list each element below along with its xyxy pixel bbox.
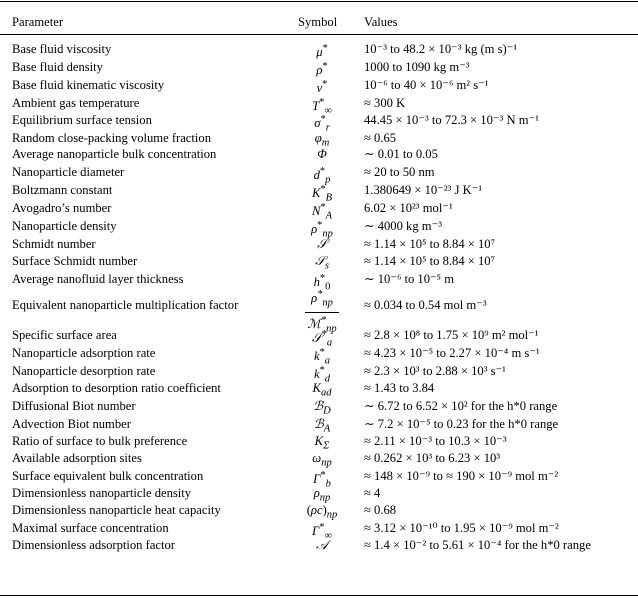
header-symbol: Symbol [298, 15, 338, 29]
param-name: Average nanoparticle bulk concentration [12, 147, 217, 161]
param-value: ≈ 4 [364, 486, 381, 500]
param-name: Average nanofluid layer thickness [12, 272, 184, 286]
param-value: 10⁻⁶ to 40 × 10⁻⁶ m² s⁻¹ [364, 78, 489, 92]
param-value: ≈ 0.034 to 0.54 mol m⁻³ [364, 298, 487, 312]
param-value: 44.45 × 10⁻³ to 72.3 × 10⁻³ N m⁻¹ [364, 113, 539, 127]
param-symbol: $K_\Sigma$ [314, 434, 330, 452]
param-value: ≈ 1.43 to 3.84 [364, 381, 435, 395]
fraction-bar [305, 312, 338, 313]
param-symbol: Φ [317, 147, 327, 161]
param-name: Available adsorption sites [12, 451, 142, 465]
param-symbol: $k^*_a$ [313, 347, 331, 367]
param-name: Equivalent nanoparticle multiplication factor [12, 298, 239, 312]
param-value: ≈ 0.68 [364, 503, 397, 517]
param-value: 1000 to 1090 kg m⁻³ [364, 60, 470, 74]
param-symbol: $K^*_B$ [311, 184, 333, 204]
param-name: Ratio of surface to bulk preference [12, 434, 188, 448]
param-value: ≈ 4.23 × 10⁻⁵ to 2.27 × 10⁻⁴ m s⁻¹ [364, 346, 540, 360]
param-value: ≈ 1.14 × 10⁵ to 8.84 × 10⁷ [364, 254, 495, 268]
param-value: ≈ 2.11 × 10⁻³ to 10.3 × 10⁻³ [364, 434, 507, 448]
param-value: ≈ 300 K [364, 96, 406, 110]
param-name: Adsorption to desorption ratio coefficient [12, 381, 221, 395]
param-name: Nanoparticle diameter [12, 165, 125, 179]
param-symbol: ℬ$_A$ [313, 417, 331, 435]
param-name: Base fluid viscosity [12, 42, 112, 56]
param-name: Avogadro’s number [12, 201, 112, 215]
param-symbol: ℬ$_D$ [313, 399, 331, 417]
param-symbol: $\Gamma^*_b$ [313, 470, 331, 490]
param-value: ∼ 6.72 to 6.52 × 10² for the h*0 range [364, 399, 558, 413]
param-value: ≈ 2.8 × 10⁸ to 1.75 × 10⁹ m² mol⁻¹ [364, 328, 539, 342]
param-value: ≈ 3.12 × 10⁻¹⁰ to 1.95 × 10⁻⁹ mol m⁻² [364, 521, 559, 535]
param-value: ≈ 1.4 × 10⁻² to 5.61 × 10⁻⁴ for the h*0 range [364, 538, 591, 552]
param-name: Base fluid kinematic viscosity [12, 78, 165, 92]
param-name: Diffusional Biot number [12, 399, 136, 413]
fraction-denominator: ℳ*$_{np}$ [307, 314, 337, 335]
param-symbol: $T^*_\infty$ [312, 97, 332, 117]
param-symbol: $h^*_0$ [313, 273, 331, 293]
param-symbol: $d^*_p$ [313, 166, 331, 186]
param-value: ≈ 0.262 × 10³ to 6.23 × 10³ [364, 451, 501, 465]
param-value: ∼ 4000 kg m⁻³ [364, 219, 442, 233]
param-name: Surface Schmidt number [12, 254, 138, 268]
table-header-rule [0, 34, 638, 35]
param-symbol: ν* [316, 79, 328, 96]
param-value: ≈ 148 × 10⁻⁹ to ≈ 190 × 10⁻⁹ mol m⁻² [364, 469, 559, 483]
param-symbol: $\sigma^*_r$ [314, 114, 330, 134]
param-symbol: 𝒮 [317, 237, 327, 251]
param-name: Nanoparticle adsorption rate [12, 346, 156, 360]
param-symbol: 𝒮$_s$ [315, 254, 329, 272]
table-top-rule [0, 1, 638, 2]
header-parameter: Parameter [12, 15, 64, 29]
param-value: ∼ 0.01 to 0.05 [364, 147, 438, 161]
param-symbol: $\varphi_m$ [314, 131, 330, 149]
param-symbol: μ* [316, 43, 328, 60]
param-value: 1.380649 × 10⁻²³ J K⁻¹ [364, 183, 483, 197]
param-name: Boltzmann constant [12, 183, 113, 197]
param-value: ∼ 10⁻⁶ to 10⁻⁵ m [364, 272, 455, 286]
param-symbol: $\Gamma^*_\infty$ [312, 522, 332, 542]
fraction-numerator: $\rho^*_{np}$ [311, 289, 333, 309]
header-values: Values [364, 15, 398, 29]
param-value: ≈ 0.65 [364, 131, 397, 145]
param-name: Surface equivalent bulk concentration [12, 469, 204, 483]
param-name: Random close-packing volume fraction [12, 131, 211, 145]
param-symbol: $N^*_A$ [311, 202, 333, 222]
param-name: Ambient gas temperature [12, 96, 140, 110]
param-name: Specific surface area [12, 328, 117, 342]
param-name: Nanoparticle density [12, 219, 117, 233]
param-symbol: $\rho^*_{np}$ [311, 220, 333, 240]
param-name: Nanoparticle desorption rate [12, 364, 156, 378]
param-value: ≈ 20 to 50 nm [364, 165, 435, 179]
param-name: Schmidt number [12, 237, 96, 251]
param-value: ≈ 1.14 × 10⁵ to 8.84 × 10⁷ [364, 237, 495, 251]
param-value: ≈ 2.3 × 10³ to 2.88 × 10³ s⁻¹ [364, 364, 506, 378]
param-symbol: 𝒜 [316, 538, 328, 552]
param-name: Maximal surface concentration [12, 521, 169, 535]
param-symbol: $\omega_{np}$ [312, 451, 332, 469]
param-name: Dimensionless nanoparticle heat capacity [12, 503, 221, 517]
table-bottom-rule [0, 595, 638, 596]
param-symbol: $\rho_{np}$ [313, 486, 331, 504]
param-name: Dimensionless adsorption factor [12, 538, 175, 552]
param-value: 6.02 × 10²³ mol⁻¹ [364, 201, 453, 215]
param-symbol: 𝒮*$_a$ [311, 329, 333, 349]
param-symbol: $K_{ad}$ [312, 381, 332, 399]
param-symbol: ρ* [316, 61, 328, 78]
param-value: ∼ 7.2 × 10⁻⁵ to 0.23 for the h*0 range [364, 417, 559, 431]
param-name: Dimensionless nanoparticle density [12, 486, 192, 500]
param-name: Base fluid density [12, 60, 103, 74]
param-value: 10⁻³ to 48.2 × 10⁻³ kg (m s)⁻¹ [364, 42, 518, 56]
param-name: Advection Biot number [12, 417, 131, 431]
param-symbol: $k^*_d$ [313, 365, 331, 385]
param-symbol: $(\rho c)_{np}$ [306, 503, 338, 521]
param-name: Equilibrium surface tension [12, 113, 152, 127]
